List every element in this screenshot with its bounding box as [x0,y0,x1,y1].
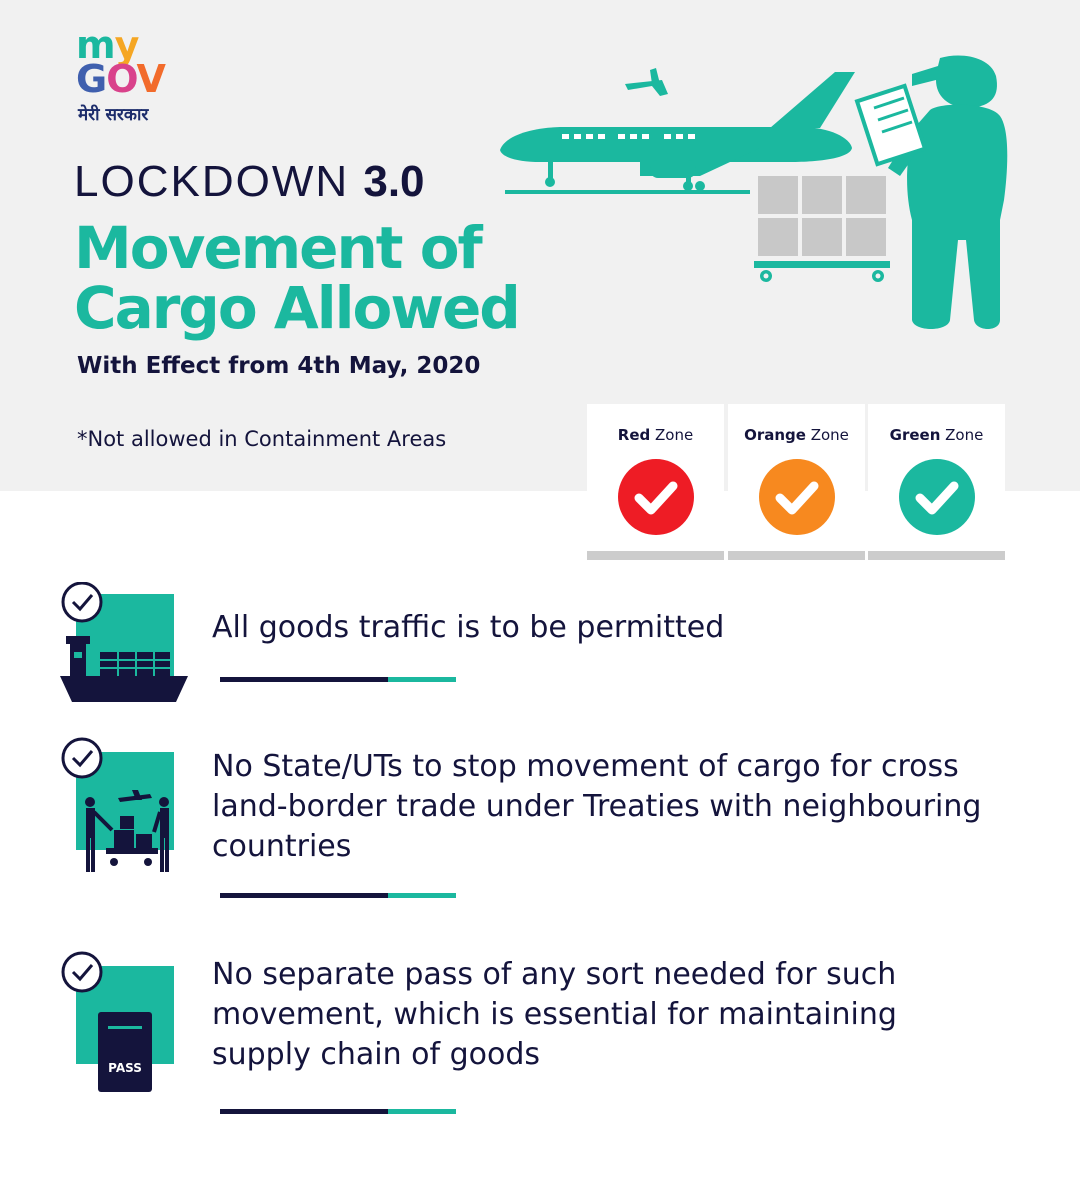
pass-icon [58,948,190,1096]
zone-bar [587,551,724,560]
zone-bar [868,551,1005,560]
logo-tagline: मेरी सरकार [78,105,149,125]
mygov-logo[interactable] [76,23,206,130]
containment-note: *Not allowed in Containment Areas [77,427,447,451]
logo-gov: GOV [76,57,165,101]
item-divider [220,893,456,898]
title-line-1: Movement of [74,214,481,282]
kicker-light: LOCKDOWN [74,157,350,206]
pass-label: PASS [108,1061,142,1075]
kicker-bold: 3.0 [363,157,425,206]
zone-label-green: Green Zone [889,426,984,444]
item-border-trade: No State/UTs to stop movement of cargo for cross land-border trade under Treaties with neighbouring countries [212,749,982,864]
lockdown-kicker [74,157,425,206]
check-circle-icon [758,458,836,536]
border-trade-icon [58,736,190,880]
zone-card-green [868,404,1005,560]
effective-date: With Effect from 4th May, 2020 [77,353,481,379]
cargo-ship-icon [58,582,190,704]
item-no-pass: No separate pass of any sort needed for such movement, which is essential for maintaining supply chain of goods [212,957,897,1072]
title-line-2: Cargo Allowed [74,274,519,342]
zone-bar [728,551,865,560]
zone-label-orange: Orange Zone [744,426,849,444]
cargo-airplane-illustration [490,50,1020,340]
item-goods-traffic: All goods traffic is to be permitted [212,610,725,645]
item-divider [220,1109,456,1114]
zone-label-red: Red Zone [617,426,694,444]
item-divider [220,677,456,682]
logo-my: my [76,23,139,67]
check-circle-icon [617,458,695,536]
zone-card-orange [728,404,865,560]
zone-card-red [587,404,724,560]
page-title [74,214,519,342]
check-circle-icon [898,458,976,536]
